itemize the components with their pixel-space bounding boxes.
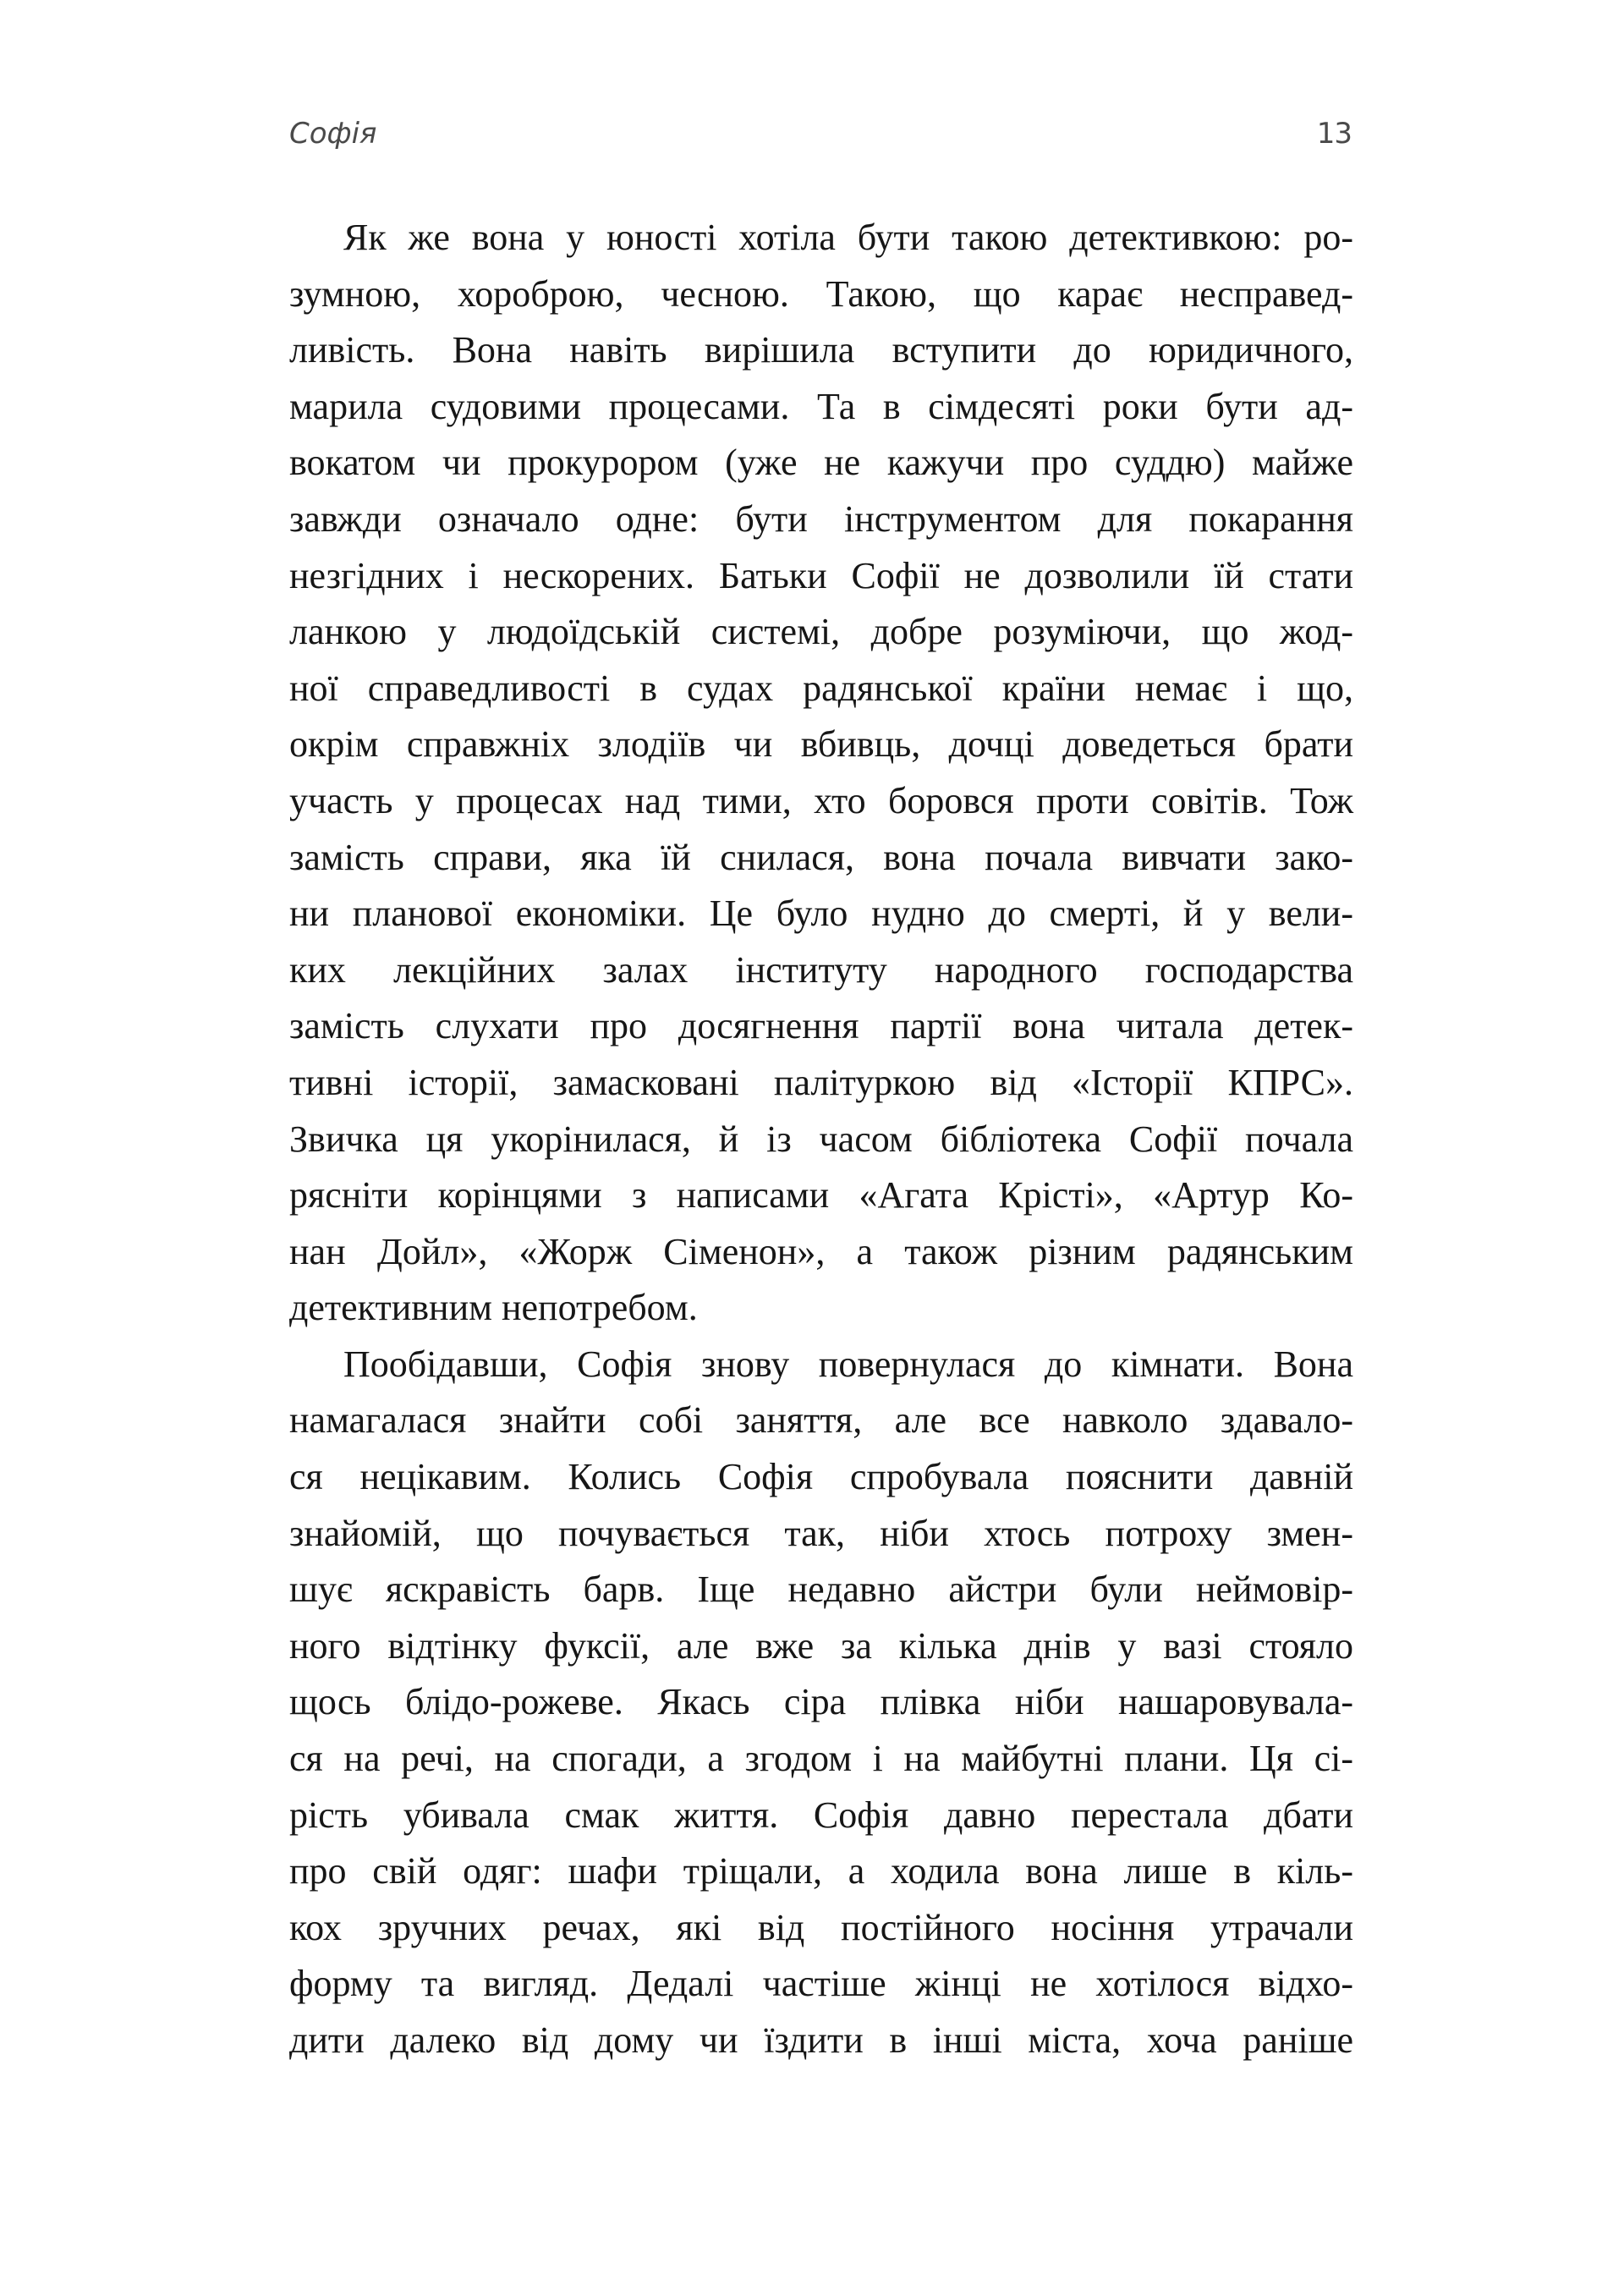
text-line: участь у процесах над тими, хто боровся проти совітів. Тож	[289, 779, 1353, 821]
text-line: шує яскравість барв. Іще недавно айстри були неймовір-	[289, 1568, 1353, 1611]
text-line: ної справедливості в судах радянської країни немає і що,	[289, 667, 1353, 709]
text-line: дити далеко від дому чи їздити в інші міста, хоча раніше	[289, 2019, 1353, 2061]
text-line: замість слухати про досягнення партії вона читала детек-	[289, 1005, 1353, 1047]
text-line: марила судовими процесами. Та в сімдесяті роки бути ад-	[289, 385, 1353, 427]
text-line: рясніти корінцями з написами «Агата Крісті», «Артур Ко-	[289, 1174, 1353, 1217]
text-line: ливість. Вона навіть вирішила вступити до юридичного,	[289, 329, 1353, 371]
text-line: вокатом чи прокурором (уже не кажучи про суддю) майже	[289, 442, 1353, 484]
text-line: ких лекційних залах інституту народного господарства	[289, 948, 1353, 991]
text-line: ся на речі, на спогади, а згодом і на майбутні плани. Ця сі-	[289, 1738, 1353, 1780]
running-head	[289, 117, 1352, 154]
text-line: ся нецікавим. Колись Софія спробувала пояснити давній	[289, 1456, 1353, 1498]
text-line: нан Дойл», «Жорж Сіменон», а також різним радянським	[289, 1230, 1353, 1272]
text-line: знайомій, що почувається так, ніби хтось потроху змен-	[289, 1512, 1353, 1554]
text-line: намагалася знайти собі заняття, але все навколо здавало-	[289, 1399, 1353, 1442]
chapter-title: Софія	[289, 117, 377, 151]
text-line: ланкою у людоїдській системі, добре розуміючи, що жод-	[289, 611, 1353, 653]
text-line: зумною, хороброю, чесною. Такою, що карає несправед-	[289, 272, 1353, 315]
text-line: кох зручних речах, які від постійного носіння утрачали	[289, 1906, 1353, 1948]
text-line: Як же вона у юності хотіла бути такою детективкою: ро-	[343, 217, 1353, 258]
text-line: рість убивала смак життя. Софія давно перестала дбати	[289, 1793, 1353, 1836]
text-line: про свій одяг: шафи тріщали, а ходила вона лише в кіль-	[289, 1850, 1353, 1892]
text-line: щось блідо-рожеве. Якась сіра плівка ніби нашаровувала-	[289, 1681, 1353, 1723]
text-line: форму та вигляд. Дедалі частіше жінці не хотілося відхо-	[289, 1963, 1353, 2005]
text-line: незгідних і нескорених. Батьки Софії не дозволили їй стати	[289, 554, 1353, 596]
text-line: завжди означало одне: бути інструментом для покарання	[289, 497, 1353, 540]
text-line: тивні історії, замасковані палітуркою від «Історії КПРС».	[289, 1061, 1353, 1103]
text-line: Звичка ця укорінилася, й із часом бібліотека Софії почала	[289, 1118, 1353, 1160]
body-text	[289, 210, 1353, 2069]
text-line: Пообідавши, Софія знову повернулася до кімнати. Вона	[343, 1343, 1353, 1385]
page-number: 13	[1316, 117, 1352, 151]
text-line: ного відтінку фуксії, але вже за кілька днів у вазі стояло	[289, 1624, 1353, 1667]
text-line: ни планової економіки. Це було нудно до смерті, й у вели-	[289, 893, 1353, 935]
text-line: детективним непотребом.	[289, 1287, 698, 1329]
paragraph-2	[289, 1337, 1353, 2069]
text-line: окрім справжніх злодіїв чи вбивць, дочці доведеться брати	[289, 723, 1353, 766]
text-line: замість справи, яка їй снилася, вона почала вивчати зако-	[289, 836, 1353, 878]
paragraph-1	[289, 210, 1353, 1337]
